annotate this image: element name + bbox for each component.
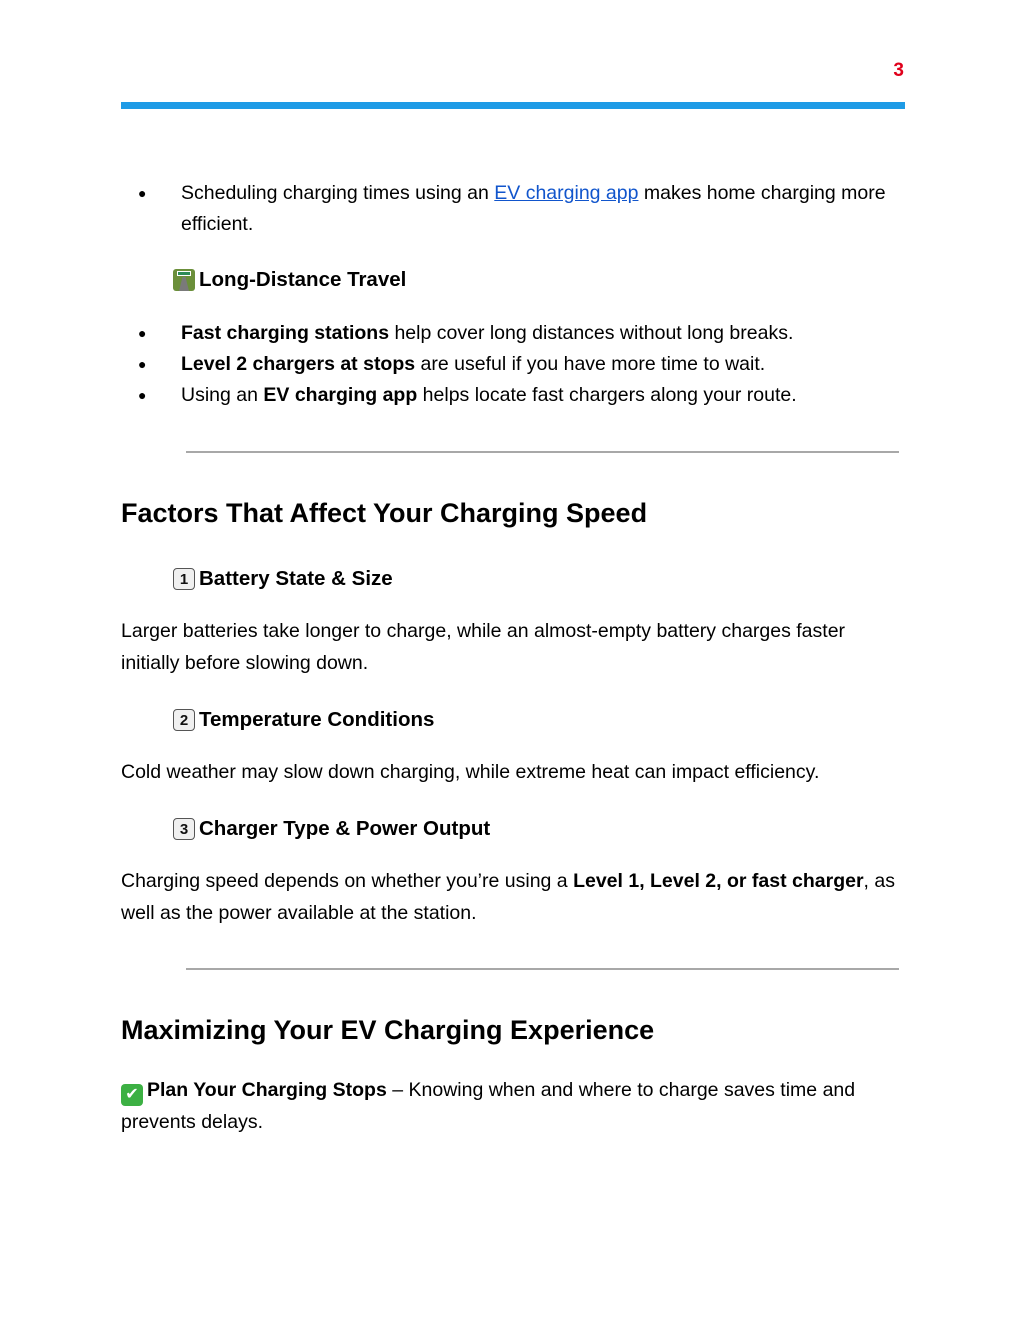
maximizing-heading: Maximizing Your EV Charging Experience (121, 1015, 655, 1045)
factor-text-temperature: Cold weather may slow down charging, while extreme heat can impact efficiency. (121, 761, 820, 783)
bullet-text: Scheduling charging times using an (181, 182, 495, 204)
factor-heading-battery (173, 567, 393, 591)
factor-text-battery: Larger batteries take longer to charge, while an almost-empty battery charges faster initially before slowing down. (121, 620, 846, 674)
header-bar (121, 102, 905, 109)
ev-charging-app-link[interactable]: EV charging app (494, 182, 639, 204)
bullet-text: help cover long distances without long breaks. (389, 322, 794, 344)
factor-heading-temperature (173, 708, 434, 732)
paragraph-text: , as well as the power available at the station. (121, 870, 895, 924)
list-item (121, 349, 905, 380)
keycap-three-icon: 3 (173, 818, 195, 840)
long-distance-list (121, 318, 905, 411)
bullet-text: helps locate fast chargers along your route. (417, 384, 797, 406)
paragraph-text: Charging speed depends on whether you’re using a (121, 870, 574, 892)
tip-bold: Plan Your Charging Stops (147, 1079, 387, 1101)
subheading-text: Temperature Conditions (199, 708, 435, 731)
bullet-text: are useful if you have more time to wait. (415, 353, 766, 375)
bullet-bold: Level 2 chargers at stops (181, 353, 416, 375)
motorway-icon (173, 269, 195, 291)
list-item (121, 318, 905, 349)
subheading-text: Charger Type & Power Output (199, 817, 491, 840)
factor-heading-charger (173, 817, 490, 841)
bullet-text: makes home charging more efficient. (181, 182, 886, 235)
factors-heading: Factors That Affect Your Charging Speed (121, 498, 648, 528)
factor-text-charger (121, 866, 905, 929)
paragraph-bold: Level 1, Level 2, or fast charger (573, 870, 864, 892)
bullet-text: Using an (181, 384, 264, 406)
list-item (121, 178, 905, 240)
section-divider (186, 451, 899, 453)
bullet-bold: EV charging app (263, 384, 418, 406)
subheading-text: Battery State & Size (199, 567, 393, 590)
intro-bullet-list (121, 178, 905, 240)
keycap-two-icon: 2 (173, 709, 195, 731)
list-item (121, 380, 905, 411)
check-mark-icon: ✔ (121, 1084, 143, 1106)
keycap-one-icon: 1 (173, 568, 195, 590)
tip-text: – Knowing when and where to charge saves time and prevents delays. (121, 1079, 856, 1133)
page-number: 3 (893, 60, 904, 81)
subheading-text: Long-Distance Travel (199, 268, 407, 291)
section-divider (186, 968, 899, 970)
bullet-bold: Fast charging stations (181, 322, 390, 344)
long-distance-heading (173, 268, 406, 292)
tip-plan-stops (121, 1075, 905, 1138)
